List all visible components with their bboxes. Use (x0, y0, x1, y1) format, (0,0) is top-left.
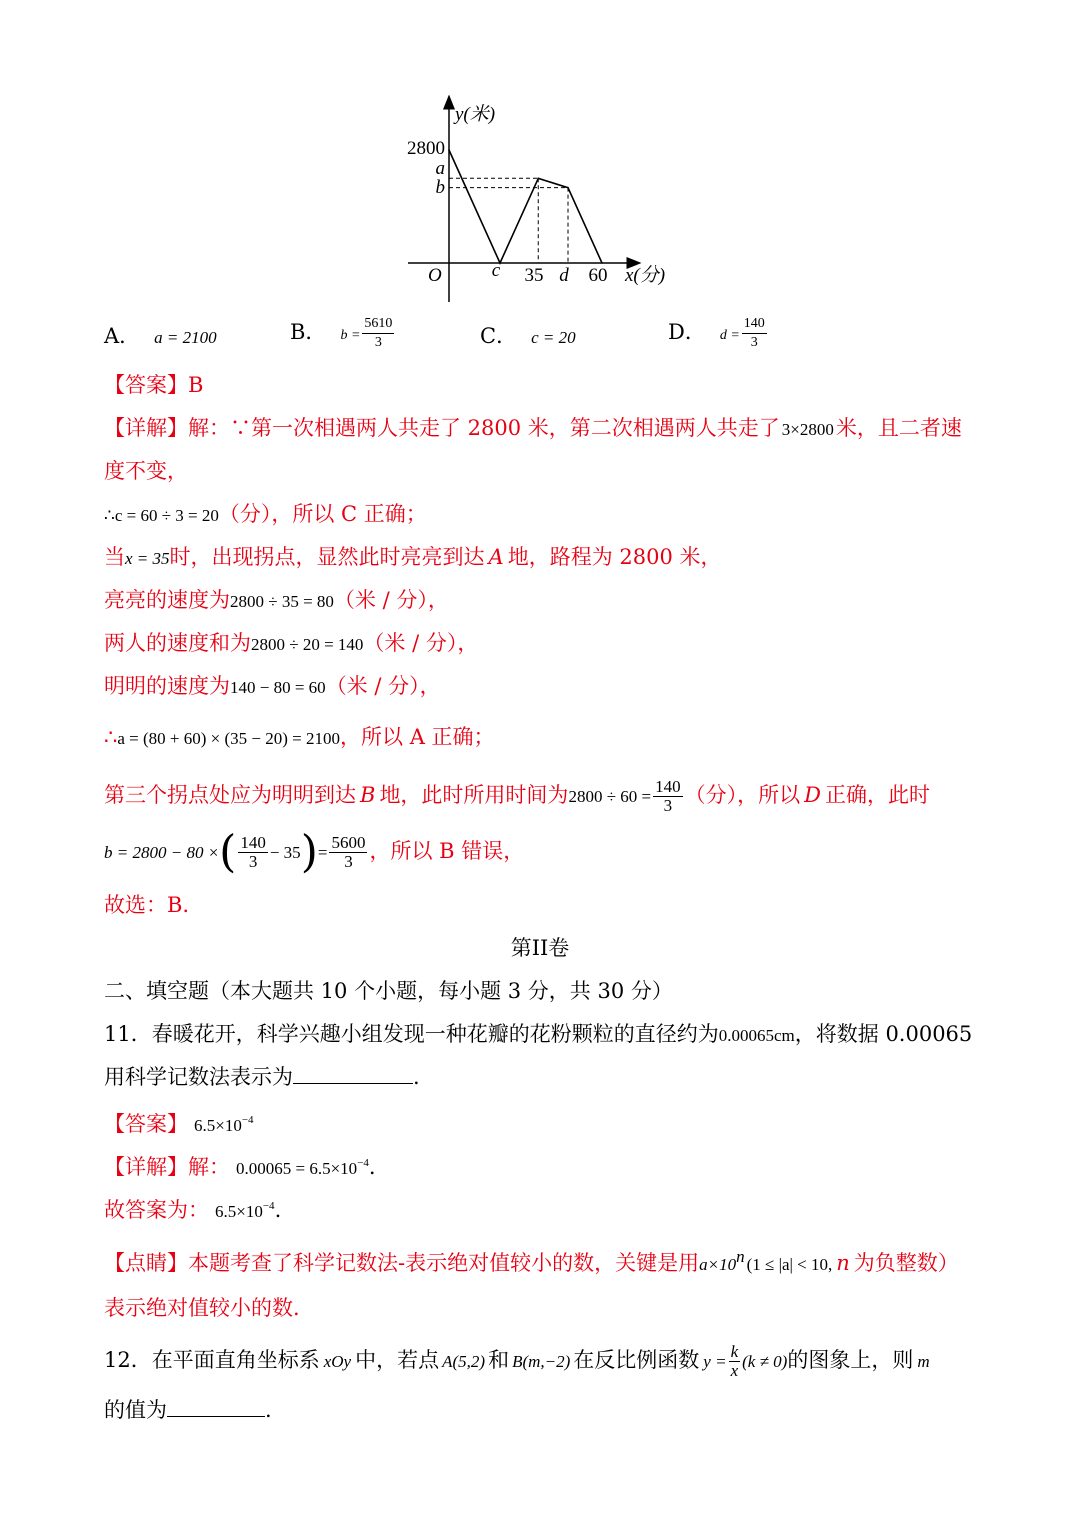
q10-l6-math: 2800 ÷ 20 = 140 (251, 635, 364, 654)
q11-point-math: a×10 (699, 1255, 737, 1274)
q11-stem-line1 (104, 1021, 972, 1049)
q10-l5-unit: （米 / 分）， (333, 588, 449, 612)
q12-l2-text: 的值为 (104, 1398, 167, 1422)
q10-l9-num: 140 (655, 777, 681, 796)
option-a[interactable] (104, 323, 217, 351)
q11-final-end: . (274, 1198, 282, 1222)
q10-answer-value: B (188, 373, 204, 397)
q11-detail-exp: −4 (357, 1157, 369, 1169)
q11-detail-math: 0.00065 = 6.5×10 (236, 1159, 358, 1178)
q11-l1-text-end: ，将数据 0.00065 (794, 1022, 973, 1046)
q12-l1-fraction (729, 1343, 741, 1380)
option-b-num: 5610 (362, 315, 394, 334)
x-tick-label-c: c (491, 260, 501, 281)
q11-detail-end: . (368, 1155, 376, 1179)
q10-l10-den2: 3 (344, 852, 353, 871)
q10-l3-text: （分），所以 C 正确； (218, 502, 427, 526)
q10-l5-text: 亮亮的速度为 (104, 588, 230, 612)
y-axis-label: y(米) (455, 104, 496, 125)
q10-detail-line6 (104, 630, 478, 658)
q10-l10-num1: 140 (240, 833, 266, 852)
y-tick-label-b: b (435, 177, 445, 198)
q10-detail-tag: 【详解】 (104, 416, 188, 440)
q10-l8-math: a = (80 + 60) × (35 − 20) = 2100 (117, 729, 341, 748)
q10-l9-point-d: D (804, 783, 821, 807)
q10-l9-text3: （分），所以 (684, 783, 801, 807)
q12-stem-line2 (104, 1397, 272, 1423)
q11-final-math: 6.5×10 (215, 1202, 263, 1221)
q10-detail-line5 (104, 587, 449, 615)
option-a-expr: a = 2100 (154, 328, 217, 347)
q10-answer (104, 372, 203, 398)
q12-l1-text5: 的图象上，则 (787, 1348, 914, 1372)
q10-l6-text: 两人的速度和为 (104, 631, 251, 655)
q10-detail-line10: b = 2800 − 80 ×( $\frac{140}{3}$ − 35)= $\frac{5600}{3}$ ，所以 B 错误， (104, 826, 525, 878)
q11-detail-tag: 【详解】 (104, 1155, 188, 1179)
q11-point-tag: 【点睛】 (104, 1251, 188, 1275)
option-d-fraction (742, 315, 767, 352)
q10-l4-text: 当 (104, 545, 125, 569)
option-d-label: D． (668, 320, 706, 344)
q10-detail-line4 (104, 544, 722, 572)
q12-l1-xoy: xOy (323, 1352, 352, 1371)
q11-l2-end: . (413, 1065, 420, 1089)
option-d[interactable] (668, 315, 769, 352)
q11-point-n: n (836, 1251, 850, 1275)
q10-l1-text-end: 米，且二者速 (835, 416, 962, 440)
q11-l1-text: 11．春暖花开，科学兴趣小组发现一种花瓣的花粉颗粒的直径约为 (104, 1022, 719, 1046)
y-tick-label-2800: 2800 (407, 138, 445, 159)
q10-l10-num2: 5600 (331, 833, 366, 852)
q10-l10-text: ，所以 B 错误， (369, 839, 525, 863)
q12-l1-point-a: A(5,2) (442, 1352, 486, 1371)
q12-l1-point-b: B(m,−2) (512, 1352, 571, 1371)
option-d-num: 140 (742, 315, 767, 334)
q10-l10-fraction1 (238, 834, 268, 871)
q10-l9-fraction (653, 778, 683, 815)
q11-point-text2: 为负整数） (853, 1251, 959, 1275)
q10-l10-math2: − 35 (269, 843, 301, 862)
q11-answer-math: 6.5×10 (194, 1116, 242, 1135)
q11-answer (104, 1107, 254, 1139)
q10-detail-line1 (104, 415, 962, 443)
x-tick-label-35: 35 (524, 265, 544, 286)
q10-l3-math: ∴c = 60 ÷ 3 = 20 (104, 506, 219, 525)
q11-answer-blank[interactable] (293, 1083, 413, 1084)
q12-l1-text4: 在反比例函数 (573, 1348, 700, 1372)
q10-l10-fraction2 (329, 834, 367, 871)
q10-l9-text4: 正确，此时 (824, 783, 930, 807)
q10-l5-math: 2800 ÷ 35 = 80 (230, 592, 334, 611)
q12-stem-line1 (104, 1337, 930, 1385)
q10-l4-point-a: A (488, 545, 504, 569)
option-d-lhs: d = (719, 328, 740, 343)
q11-answer-tag: 【答案】 (104, 1112, 188, 1136)
q12-l1-text3: 和 (488, 1348, 510, 1372)
q10-detail-line9 (104, 772, 930, 820)
q10-l7-math: 140 − 80 = 60 (230, 678, 326, 697)
q10-l4-math: x = 35 (125, 549, 170, 568)
y-tick-label-a: a (435, 158, 445, 179)
q10-l10-math1: b = 2800 − 80 × (104, 843, 220, 862)
q10-l8-text: ，所以 A 正确； (340, 725, 495, 749)
q11-point-text: 本题考查了科学记数法-表示绝对值较小的数，关键是用 (188, 1251, 700, 1275)
q10-l9-math: 2800 ÷ 60 = (568, 787, 652, 806)
option-c-expr: c = 20 (531, 328, 576, 347)
q11-final-text: 故答案为： (104, 1198, 209, 1222)
q10-detail-line2: 度不变， (104, 459, 188, 483)
q10-l1-text: 解：∵第一次相遇两人共走了 2800 米，第二次相遇两人共走了 (188, 416, 780, 440)
q10-detail-line3 (104, 501, 427, 529)
q10-answer-tag: 【答案】 (104, 373, 188, 397)
q12-l1-text: 12．在平面直角坐标系 (104, 1348, 320, 1372)
distance-time-graph (395, 95, 695, 310)
q11-detail-text: 解： (188, 1155, 230, 1179)
q10-l9-den: 3 (663, 796, 673, 815)
q10-conclusion: 故选：B. (104, 893, 190, 917)
q10-detail-line8 (104, 724, 495, 752)
q10-l9-text2: 地，此时所用时间为 (379, 783, 569, 807)
option-c-label: C． (480, 324, 518, 348)
q10-l8-therefore: ∴ (104, 725, 118, 749)
q10-l7-unit: （米 / 分）， (325, 674, 441, 698)
x-axis-label: x(分) (625, 265, 666, 286)
q12-l1-den: x (730, 1361, 739, 1380)
q10-detail-line7 (104, 673, 441, 701)
x-tick-label-d: d (559, 265, 569, 286)
q11-detail (104, 1150, 376, 1182)
origin-label: O (428, 265, 442, 286)
option-b-lhs: b = (340, 328, 361, 343)
data-point-2 (537, 177, 539, 179)
q12-l1-m: m (917, 1352, 930, 1371)
q11-stem-line2 (104, 1064, 420, 1090)
q12-l1-num: k (730, 1342, 739, 1361)
data-point-0 (448, 149, 450, 151)
q11-l1-math: 0.00065cm (718, 1026, 795, 1045)
q10-l9-point-b: B (360, 783, 376, 807)
x-tick-label-60: 60 (588, 265, 608, 286)
option-d-den: 3 (750, 335, 758, 350)
section-subtitle: 二、填空题（本大题共 10 个小题，每小题 3 分，共 30 分） (104, 979, 673, 1003)
option-b-label: B． (290, 320, 327, 344)
option-b[interactable] (290, 315, 396, 352)
q10-l4-text3: 地，路程为 2800 米， (507, 545, 722, 569)
data-point-3 (567, 187, 569, 189)
q11-final-exp: −4 (262, 1200, 275, 1212)
q11-point-line1 (104, 1244, 959, 1278)
q11-answer-exp: −4 (241, 1114, 254, 1126)
q12-l1-text2: 中，若点 (355, 1348, 440, 1372)
q11-point-math2: (1 ≤ |a| < 10, (746, 1255, 833, 1274)
distance-series-line (449, 150, 602, 263)
section-title: 第II卷 (510, 936, 570, 960)
option-b-den: 3 (374, 335, 382, 350)
q10-l9-text: 第三个拐点处应为明明到达 (104, 783, 356, 807)
q11-l2-text: 用科学记数法表示为 (104, 1065, 293, 1089)
q10-l10-den1: 3 (248, 852, 258, 871)
q11-point-exp: n (736, 1247, 745, 1266)
option-a-label: A． (104, 324, 141, 348)
q12-l2-end: . (265, 1398, 272, 1422)
q10-l6-unit: （米 / 分）， (363, 631, 479, 655)
q11-point-line2: 表示绝对值较小的数. (104, 1296, 300, 1320)
q10-l1-math: 3×2800 (781, 420, 834, 439)
q11-final (104, 1193, 281, 1225)
q10-l4-text2: 时，出现拐点，显然此时亮亮到达 (169, 545, 485, 569)
q12-l1-y: y = (703, 1352, 727, 1371)
option-c[interactable] (480, 323, 576, 351)
data-point-4 (601, 262, 603, 264)
q10-l10-eq: = (317, 843, 328, 862)
q12-answer-blank[interactable] (167, 1416, 265, 1417)
q10-l7-text: 明明的速度为 (104, 674, 230, 698)
option-b-fraction (362, 315, 394, 352)
q12-l1-k: (k ≠ 0) (742, 1352, 788, 1371)
